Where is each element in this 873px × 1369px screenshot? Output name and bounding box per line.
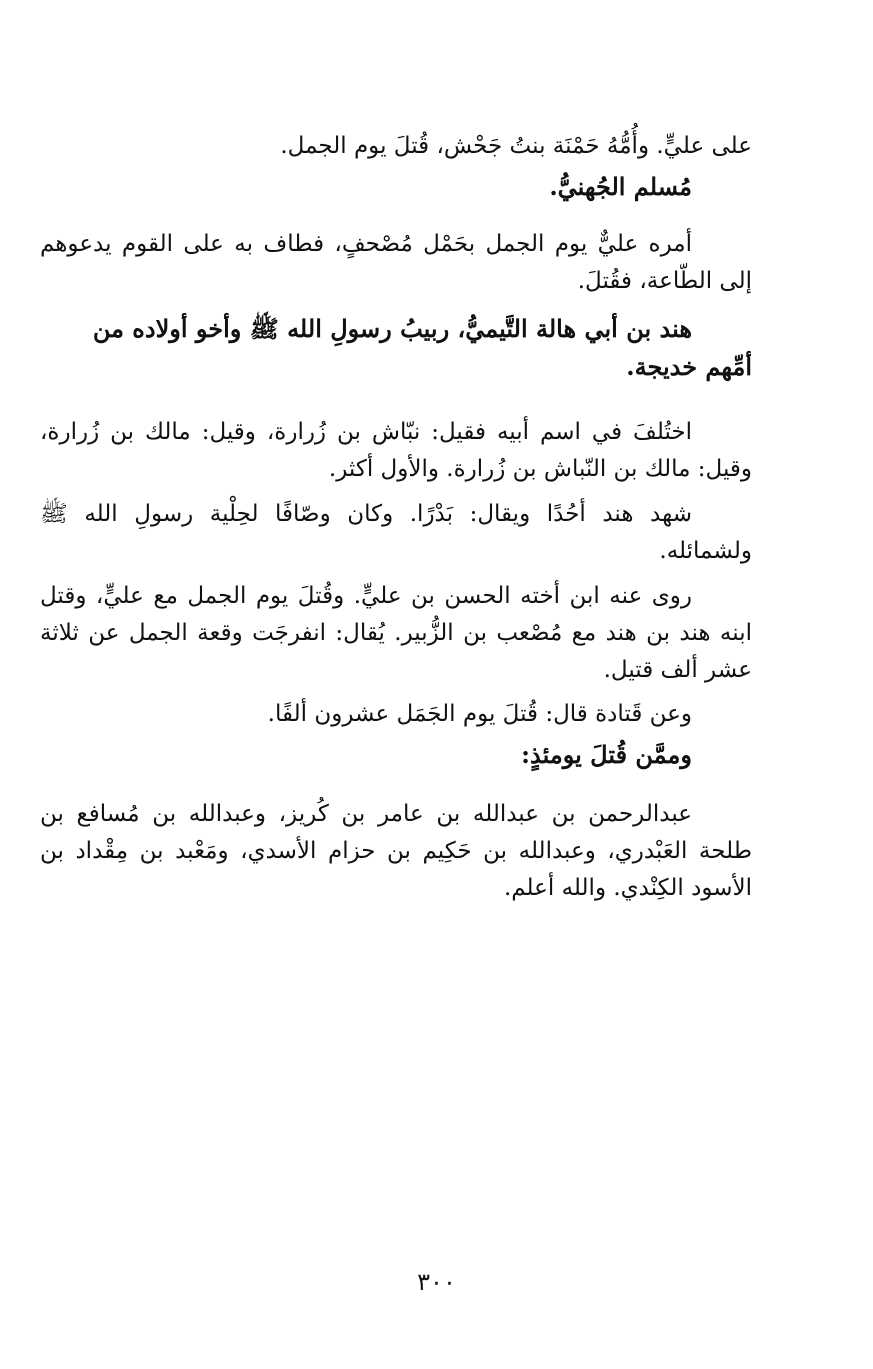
heading-muslim-al-juhani: مُسلم الجُهنيُّ. <box>549 172 692 201</box>
paragraph-hind-battles: شهد هند أحُدًا ويقال: بَدْرًا. وكان وصّافًا لحِلْية رسولِ الله ﷺ ولشمائله. <box>40 501 752 564</box>
paragraph-qatada: وعن قَتادة قال: قُتلَ يوم الجَمَل عشرون ألفًا. <box>267 701 692 727</box>
paragraph-hind-narration: روى عنه ابن أخته الحسن بن عليٍّ. وقُتلَ يوم الجمل مع عليٍّ، وقتل ابنه هند بن هند مع مُصْعب بن الزُّبير. يُقال: انفرجَت وقعة الجمل عن ثلاثة عشر ألف قتيل. <box>40 583 752 683</box>
paragraph-killed-list: عبدالرحمن بن عبدالله بن عامر بن كُريز، وعبدالله بن مُسافع بن طلحة العَبْدري، وعبدالله بن حَكِيم بن حزام الأسدي، ومَعْبد بن مِقْداد بن الأسود الكِنْدي. والله أعلم. <box>40 801 752 901</box>
top-fragment-paragraph: على عليٍّ. وأُمُّهُ حَمْنَة بنتُ جَحْش، قُتلَ يوم الجمل. <box>280 133 752 159</box>
paragraph-muslim: أمره عليٌّ يوم الجمل بحَمْل مُصْحفٍ، فطاف به على القوم يدعوهم إلى الطّاعة، فقُتلَ. <box>40 231 752 294</box>
heading-those-killed: وممَّن قُتلَ يومئذٍ: <box>521 740 692 769</box>
page-number: ٣٠٠ <box>417 1268 456 1296</box>
heading-hind-ibn-abi-hala: هند بن أبي هالة التَّيميُّ، ربيبُ رسولِ الله ﷺ وأخو أولاده من أمِّهم خديجة. <box>92 314 752 381</box>
paragraph-hind-father-name: اختُلفَ في اسم أبيه فقيل: نبّاش بن زُرارة، وقيل: مالك بن زُرارة، وقيل: مالك بن النّباش بن زُرارة. والأول أكثر. <box>40 419 752 482</box>
